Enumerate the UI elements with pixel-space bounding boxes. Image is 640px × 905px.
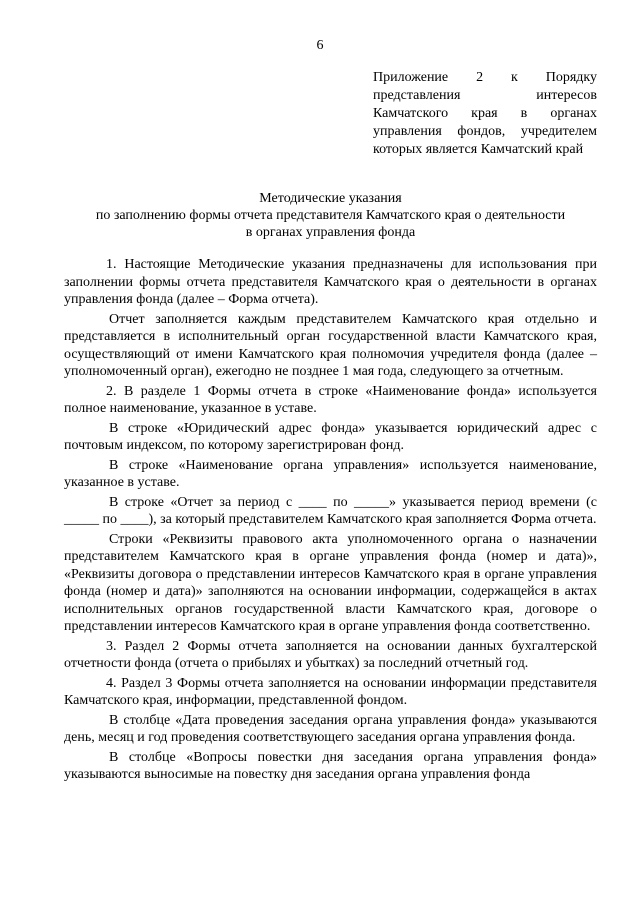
paragraph-3: 2. В разделе 1 Формы отчета в строке «Наименование фонда» используется полное наименование, указанное в уставе. xyxy=(64,383,597,416)
paragraph-4: В строке «Юридический адрес фонда» указывается юридический адрес с почтовым индексом, по которому зарегистрирован фонд. xyxy=(64,420,597,453)
document-body xyxy=(64,256,597,786)
appendix-note: Приложение 2 к Порядку представления интересов Камчатского края в органах управления фондов, учредителем которых является Камчатский край xyxy=(373,70,597,157)
paragraph-9: 4. Раздел 3 Формы отчета заполняется на основании информации представителя Камчатского края, информации, представленной фондом. xyxy=(64,675,597,708)
paragraph-11: В столбце «Вопросы повестки дня заседания органа управления фонда» указываются выносимые на повестку дня заседания органа управления фонда xyxy=(64,749,597,782)
title-line-2: по заполнению формы отчета представителя Камчатского края о деятельности xyxy=(95,208,566,223)
document-title xyxy=(64,190,597,241)
paragraph-5: В строке «Наименование органа управления» используется наименование, указанное в уставе. xyxy=(64,457,597,490)
paragraph-6: В строке «Отчет за период с ____ по _____» указывается период времени (с _____ по ____), за который представителем Камчатского края заполняется Форма отчета. xyxy=(64,494,597,527)
paragraph-7: Строки «Реквизиты правового акта уполномоченного органа о назначении представителем Камчатского края в органе управления фонда (номер и дата)», «Реквизиты договора о представлении интересов Камчатского края в органе управления фонда (номер и дата)» заполняются на основании информации, содержащейся в актах исполнительных органов государственной власти Камчатского края, договоре о представлении интересов Камчатского края в органе управления фонда соответственно. xyxy=(64,531,597,634)
paragraph-1: 1. Настоящие Методические указания предназначены для использования при заполнении формы отчета представителя Камчатского края о деятельности в органах управления фонда (далее – Форма отчета). xyxy=(64,257,597,307)
paragraph-8: 3. Раздел 2 Формы отчета заполняется на основании данных бухгалтерской отчетности фонда (отчета о прибылях и убытках) за последний отчетный год. xyxy=(64,638,597,671)
paragraph-10: В столбце «Дата проведения заседания органа управления фонда» указываются день, месяц и год проведения соответствующего заседания органа управления фонда. xyxy=(64,712,597,745)
paragraph-2: Отчет заполняется каждым представителем Камчатского края отдельно и представляется в исполнительный орган государственной власти Камчатского края, осуществляющий от имени Камчатского края полномочия учредителя фонда (далее – уполномоченный орган), ежегодно не позднее 1 мая года, следующего за отчетным. xyxy=(64,311,597,379)
page-number: 6 xyxy=(316,38,324,53)
title-line-3: в органах управления фонда xyxy=(245,225,416,240)
title-line-1: Методические указания xyxy=(259,191,402,206)
